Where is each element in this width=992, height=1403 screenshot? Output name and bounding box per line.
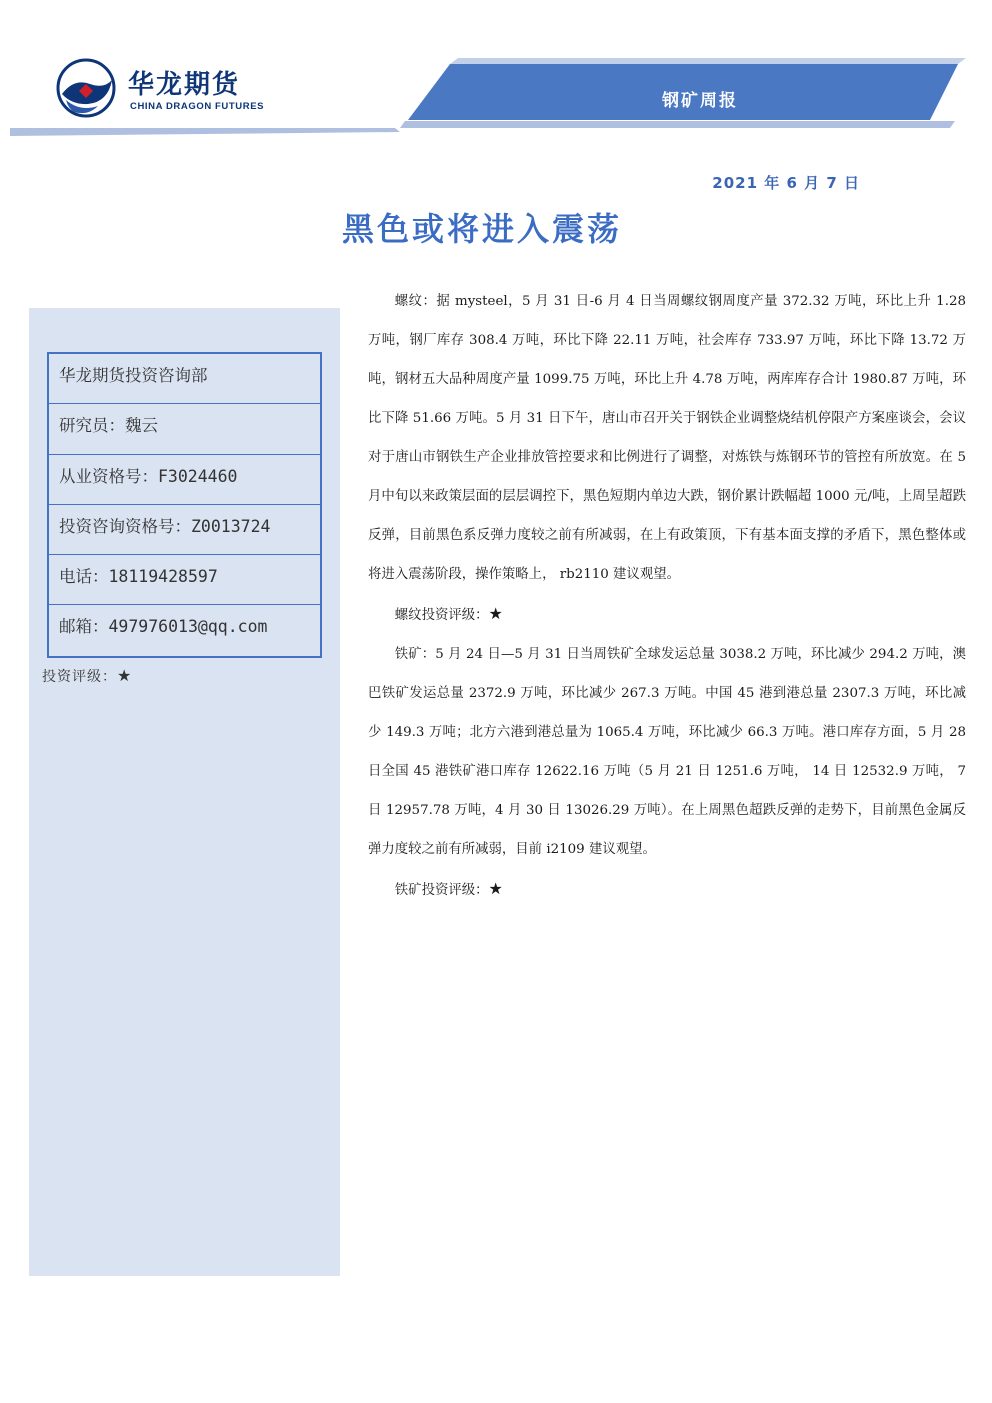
qualification-row xyxy=(49,455,320,505)
phone-label: 电话：18119428597 xyxy=(59,567,218,587)
qualification-label: 从业资格号：F3024460 xyxy=(59,466,238,486)
email-row xyxy=(49,605,320,655)
researcher-row xyxy=(49,404,320,454)
rebar-rating xyxy=(368,594,966,635)
page-title: 黑色或将进入震荡 xyxy=(341,210,622,248)
star-icon: ★ xyxy=(488,879,503,898)
rebar-paragraph: 螺纹：据 mysteel，5 月 31 日-6 月 4 日当周螺纹钢周度产量 372.32 万吨，环比上升 1.28 万吨，钢厂库存 308.4 万吨，环比下降 22.11 万吨，社会库存 733.97 万吨，环比下降 13.72 万吨，钢材五大品种周度产量 1099.75 万吨，环比上升 4.78 万吨，两库库存合计 1980.87 万吨，环比下降 51.66 万吨。5 月 31 日下午，唐山市召开关于钢铁企业调整烧结机停限产方案座谈会，会议对于唐山市钢铁生产企业排放管控要求和比例进行了调整，对炼铁与炼钢环节的管控有所放宽。在 5 月中旬以来政策层面的层层调控下，黑色短期内单边大跌，钢价累计跌幅超 1000 元/吨，上周呈超跌反弹，目前黑色系反弹力度较之前有所减弱，在上有政策顶，下有基本面支撑的矛盾下，黑色整体或将进入震荡阶段，操作策略上， rb2110 建议观望。 xyxy=(368,294,966,582)
brand-name-cn: 华龙期货 xyxy=(128,70,241,100)
report-header xyxy=(0,0,992,140)
report-type-label: 钢矿周报 xyxy=(662,91,738,111)
sidebar-rating-label: 投资评级： xyxy=(42,669,117,685)
analyst-info-table xyxy=(47,352,322,658)
china-dragon-logo-icon xyxy=(56,58,116,118)
brand-name-en: CHINA DRAGON FUTURES xyxy=(130,101,265,112)
phone-row xyxy=(49,555,320,605)
researcher-label: 研究员：魏云 xyxy=(59,416,158,436)
consult-qualification-label: 投资咨询资格号：Z0013724 xyxy=(59,516,271,536)
iron-ore-rating xyxy=(368,869,966,910)
report-body xyxy=(368,282,966,910)
iron-ore-rating-label: 铁矿投资评级： xyxy=(394,883,489,898)
iron-ore-paragraph: 铁矿：5 月 24 日—5 月 31 日当周铁矿全球发运总量 3038.2 万吨，环比减少 294.2 万吨，澳巴铁矿发运总量 2372.9 万吨，环比减少 267.3 万吨。中国 45 港到港总量 2307.3 万吨，环比减少 149.3 万吨；北方六港到港总量为 1065.4 万吨，环比减少 66.3 万吨。港口库存方面，5 月 28 日全国 45 港铁矿港口库存 12622.16 万吨（5 月 21 日 1251.6 万吨， 14 日 12532.9 万吨， 7 日 12957.78 万吨，4 月 30 日 13026.29 万吨）。在上周黑色超跌反弹的走势下，目前黑色金属反弹力度较之前有所减弱，目前 i2109 建议观望。 xyxy=(368,647,966,857)
star-icon: ★ xyxy=(488,604,503,623)
department-label: 华龙期货投资咨询部 xyxy=(59,366,208,385)
email-label: 邮箱：497976013@qq.com xyxy=(59,617,268,637)
consult-qualification-row xyxy=(49,505,320,555)
star-icon: ★ xyxy=(117,666,133,685)
rebar-rating-label: 螺纹投资评级： xyxy=(394,608,489,623)
department-row xyxy=(49,354,320,404)
sidebar-investment-rating xyxy=(42,666,132,686)
report-date: 2021 年 6 月 7 日 xyxy=(712,174,860,192)
